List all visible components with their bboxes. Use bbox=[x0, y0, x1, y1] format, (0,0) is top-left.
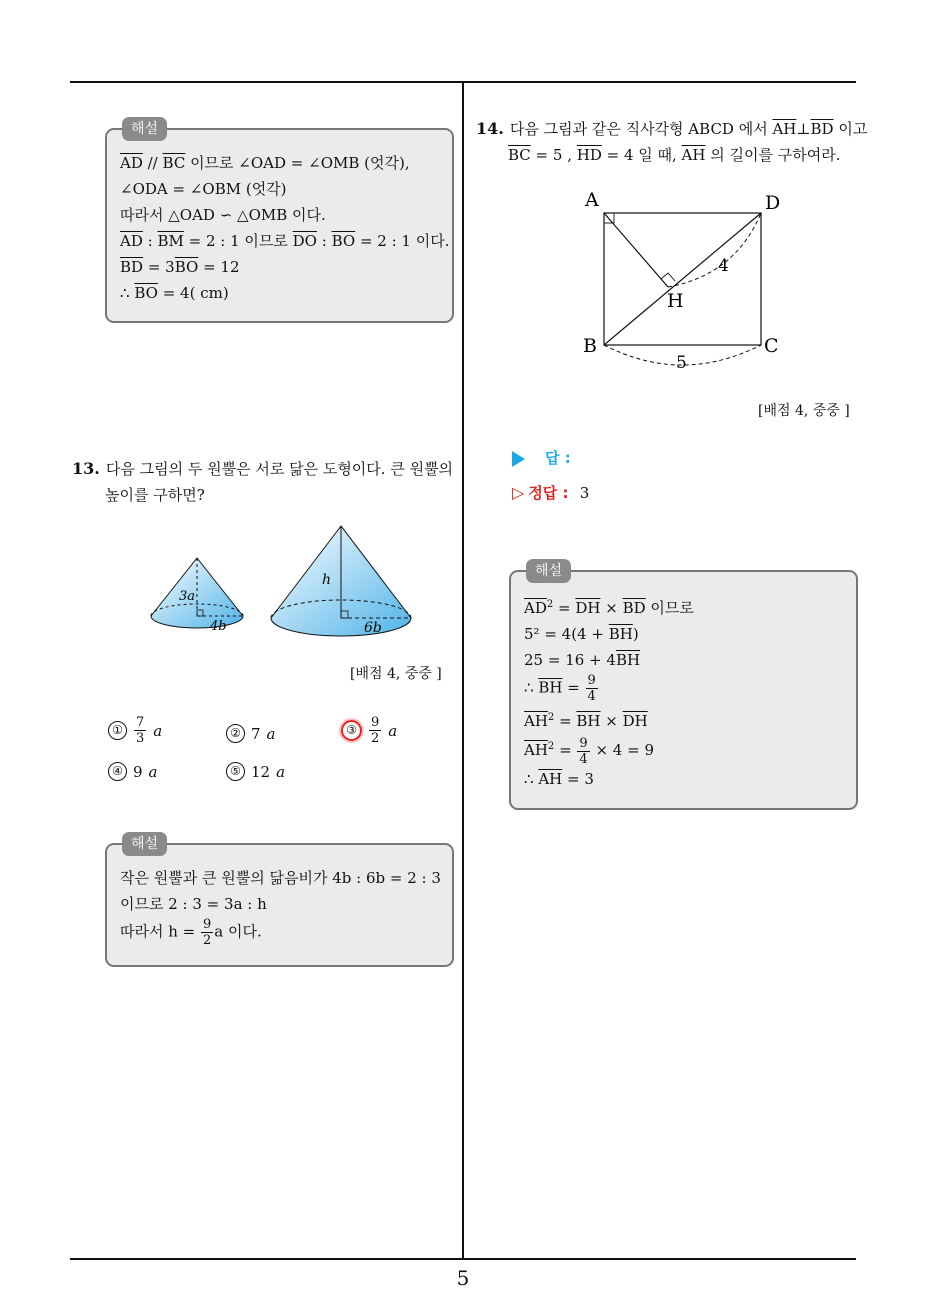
q13-line-1: 13. 다음 그림의 두 원뿔은 서로 닮은 도형이다. 큰 원뿔의 bbox=[72, 459, 454, 478]
play-arrow-icon bbox=[512, 451, 525, 467]
q14-line-2: $\overline{BC} = 5$ , $\overline{HD} = 4$ 일 때, $\overline{AH}$ 의 길이를 구하여라. bbox=[508, 146, 841, 164]
q14-line-1: 14. 다음 그림과 같은 직사각형 ABCD 에서 $\overline{AH}\perp\overline{BD}$ 이고 bbox=[476, 119, 868, 138]
large-cone-radius-label: 6b bbox=[364, 620, 382, 636]
q14-rectangle-figure bbox=[575, 185, 805, 375]
length-bc-label: 5 bbox=[676, 353, 687, 373]
correct-label: 정답 : bbox=[528, 484, 569, 502]
q13-solution-box bbox=[105, 836, 454, 967]
q13-cones-figure bbox=[145, 520, 445, 650]
solution-tab: 해설 bbox=[122, 832, 167, 856]
answer-label: 답 : bbox=[545, 449, 571, 467]
q13-choice-3-selected[interactable]: ③ $\frac{9}{2}$ a bbox=[341, 715, 397, 746]
q14-solution-line-1: $\overline{AD}^2 = \overline{DH} \times \overline{BD}$ 이므로 bbox=[524, 599, 694, 617]
page-number: 5 bbox=[456, 1266, 470, 1290]
q14-solution-line-3: $25 = 16 + 4\overline{BH}$ bbox=[524, 651, 641, 669]
q14-solution-line-2: $5^2 = 4(4 + \overline{BH})$ bbox=[524, 625, 639, 643]
prev-solution-line-4: $\overline{AD}$ : $\overline{BM} = 2$ : 1 이므로 $\overline{DO}$ : $\overline{BO} = 2$ : 1 이다. bbox=[120, 232, 450, 250]
vertex-a-label: A bbox=[585, 189, 599, 211]
q14-solution-box bbox=[509, 563, 858, 810]
column-divider bbox=[462, 83, 464, 1258]
solution-tab: 해설 bbox=[526, 559, 571, 583]
q13-solution-line-2: 이므로 2 : 3 = 3a : h bbox=[120, 895, 267, 913]
large-cone-height-label: h bbox=[322, 572, 332, 588]
prev-solution-box bbox=[105, 121, 454, 323]
q13-choice-5[interactable]: ⑤ 12 a bbox=[226, 762, 285, 781]
q14-solution-line-6: $\overline{AH}^2$ = $\frac{9}{4}$ × 4 = 9 bbox=[524, 735, 654, 767]
q14-statement bbox=[476, 116, 868, 168]
small-cone-radius-label: 4b bbox=[210, 619, 227, 634]
correct-value: 3 bbox=[579, 484, 590, 502]
vertex-b-label: B bbox=[583, 335, 597, 357]
length-hd-label: 4 bbox=[718, 256, 729, 276]
q14-answer-row bbox=[512, 447, 571, 468]
prev-solution-line-6: ∴ $\overline{BO} = 4$( cm) bbox=[120, 284, 229, 302]
small-cone bbox=[151, 558, 243, 634]
q14-number: 14. bbox=[476, 119, 504, 138]
bottom-rule bbox=[70, 1258, 856, 1260]
point-h-label: H bbox=[667, 290, 684, 312]
q13-choice-2[interactable]: ② 7 a bbox=[226, 724, 276, 743]
q13-solution-line-1: 작은 원뿔과 큰 원뿔의 닮음비가 4b : 6b = 2 : 3 bbox=[120, 869, 441, 887]
vertex-d-label: D bbox=[765, 192, 781, 214]
q13-choice-1[interactable]: ① $\frac{7}{3}$ a bbox=[108, 715, 162, 746]
q14-score: [배점 4, 중중 ] bbox=[758, 403, 850, 419]
solution-tab: 해설 bbox=[122, 117, 167, 141]
q13-score: [배점 4, 중중 ] bbox=[350, 666, 442, 682]
prev-solution-line-1: $\overline{AD} // \overline{BC}$ 이므로 ∠OAD = ∠OMB (엇각), bbox=[120, 154, 410, 172]
prev-solution-line-3: 따라서 △OAD ∽ △OMB 이다. bbox=[120, 206, 326, 224]
vertex-c-label: C bbox=[764, 335, 779, 357]
q14-solution-line-4: ∴ $\overline{BH}$ = $\frac{9}{4}$ bbox=[524, 673, 596, 704]
q13-line-2: 높이를 구하면? bbox=[105, 486, 205, 504]
q14-solution-line-7: ∴ $\overline{AH} = 3$ bbox=[524, 770, 594, 788]
q13-choice-4[interactable]: ④ 9 a bbox=[108, 762, 158, 781]
q13-statement bbox=[72, 456, 457, 508]
prev-solution-line-2: ∠ODA = ∠OBM (엇각) bbox=[120, 180, 287, 198]
q14-correct-row bbox=[512, 482, 589, 503]
q13-solution-line-3: 따라서 h = $\frac{9}{2}$ a 이다. bbox=[120, 917, 262, 948]
large-cone bbox=[271, 526, 411, 636]
q14-solution-line-5: $\overline{AH}^2 = \overline{BH} \times \overline{DH}$ bbox=[524, 712, 648, 730]
small-cone-height-label: 3a bbox=[179, 589, 196, 604]
prev-solution-line-5: $\overline{BD} = 3\overline{BO} = 12$ bbox=[120, 258, 240, 276]
outline-arrow-icon: ▷ bbox=[512, 483, 525, 502]
q13-number: 13. bbox=[72, 459, 100, 478]
